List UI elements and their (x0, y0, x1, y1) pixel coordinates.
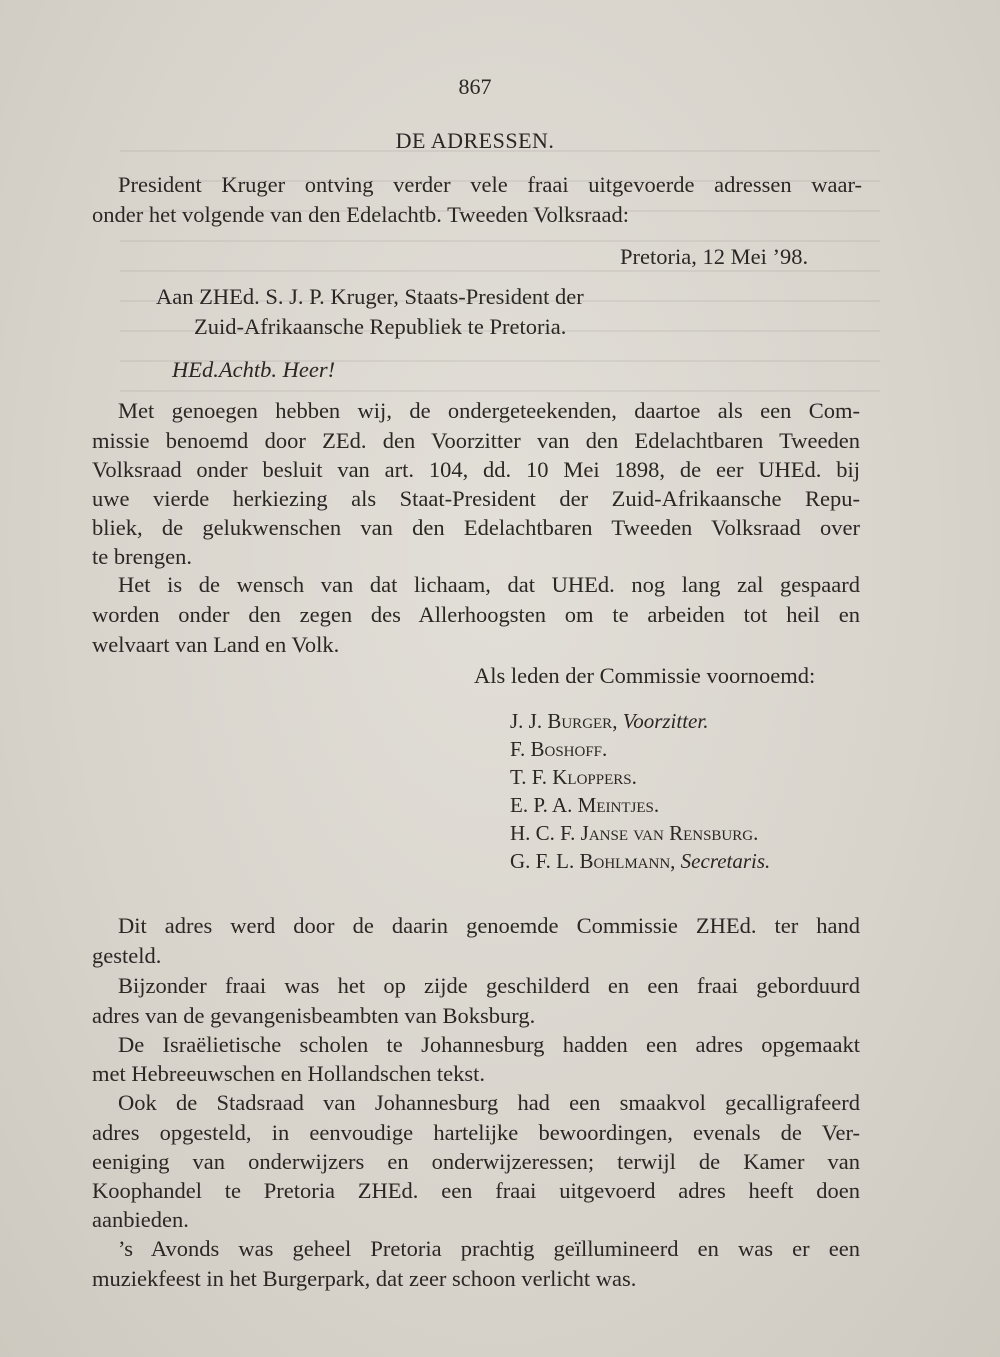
para2-line-1: Het is de wensch van dat lichaam, dat UHEd. nog lang zal gespaard (118, 572, 860, 597)
page-number: 867 (458, 74, 492, 99)
address-line-1: Aan ZHEd. S. J. P. Kruger, Staats-President der (156, 284, 584, 309)
signatory-bohlmann (510, 848, 770, 874)
para5-line-1: De Israëlietische scholen te Johannesburg hadden een adres opgemaakt (118, 1032, 860, 1057)
intro-line-1: President Kruger ontving verder vele fraai uitgevoerde adressen waar- (118, 172, 862, 197)
para2-line-3: welvaart van Land en Volk. (92, 632, 340, 657)
signatory-kloppers (510, 764, 637, 790)
para5-line-2: met Hebreeuwschen en Hollandschen tekst. (92, 1061, 485, 1086)
para1-line-5: bliek, de gelukwenschen van den Edelachtbaren Tweeden Volksraad over (92, 515, 860, 540)
para6-line-2: adres opgesteld, in eenvoudige hartelijke bewoordingen, evenals de Ver- (92, 1120, 860, 1145)
intro-line-2: onder het volgende van den Edelachtb. Tweeden Volksraad: (92, 202, 630, 227)
signatory-burger (510, 708, 708, 734)
para7-line-1: ’s Avonds was geheel Pretoria prachtig geïllumineerd en was er een (118, 1236, 860, 1261)
para6-line-5: aanbieden. (92, 1207, 189, 1232)
para4-line-2: adres van de gevangenisbeambten van Boksburg. (92, 1003, 536, 1028)
signatory-role: Voorzitter. (622, 709, 709, 733)
signatory-name: J. J. Burger, (510, 709, 618, 733)
signatory-janse-van-rensburg (510, 820, 758, 846)
para6-line-3: eeniging van onderwijzers en onderwijzeressen; terwijl de Kamer van (92, 1149, 860, 1174)
address-line-2: Zuid-Afrikaansche Republiek te Pretoria. (194, 314, 567, 339)
para3-line-2: gesteld. (92, 943, 162, 968)
signatory-name: G. F. L. Bohlmann, (510, 849, 676, 873)
closing-line: Als leden der Commissie voornoemd: (474, 663, 816, 688)
signatory-name: T. F. Kloppers. (510, 765, 637, 789)
signatory-role: Secretaris. (680, 849, 771, 873)
para1-line-2: missie benoemd door ZEd. den Voorzitter van den Edelachtbaren Tweeden (92, 428, 860, 453)
signatory-boshoff (510, 736, 607, 762)
para4-line-1: Bijzonder fraai was het op zijde geschilderd en een fraai geborduurd (118, 973, 860, 998)
dateline: Pretoria, 12 Mei ’98. (620, 244, 809, 269)
signatory-meintjes (510, 792, 659, 818)
salutation: HEd.Achtb. Heer! (172, 357, 336, 382)
signatory-name: E. P. A. Meintjes. (510, 793, 660, 817)
para1-line-4: uwe vierde herkiezing als Staat-President der Zuid-Afrikaansche Repu- (92, 486, 860, 511)
para6-line-1: Ook de Stadsraad van Johannesburg had een smaakvol gecalligrafeerd (118, 1090, 860, 1115)
section-heading: DE ADRESSEN. (395, 128, 555, 153)
signatory-name: F. Boshoff. (510, 737, 608, 761)
para3-line-1: Dit adres werd door de daarin genoemde Commissie ZHEd. ter hand (118, 913, 860, 938)
para1-line-3: Volksraad onder besluit van art. 104, dd. 10 Mei 1898, de eer UHEd. bij (92, 457, 860, 482)
para1-line-1: Met genoegen hebben wij, de ondergeteekenden, daartoe als een Com- (118, 398, 860, 423)
para7-line-2: muziekfeest in het Burgerpark, dat zeer schoon verlicht was. (92, 1266, 637, 1291)
para6-line-4: Koophandel te Pretoria ZHEd. een fraai uitgevoerd adres heeft doen (92, 1178, 860, 1203)
para2-line-2: worden onder den zegen des Allerhoogsten om te arbeiden tot heil en (92, 602, 860, 627)
para1-line-6: te brengen. (92, 544, 192, 569)
signatory-name: H. C. F. Janse van Rensburg. (510, 821, 759, 845)
